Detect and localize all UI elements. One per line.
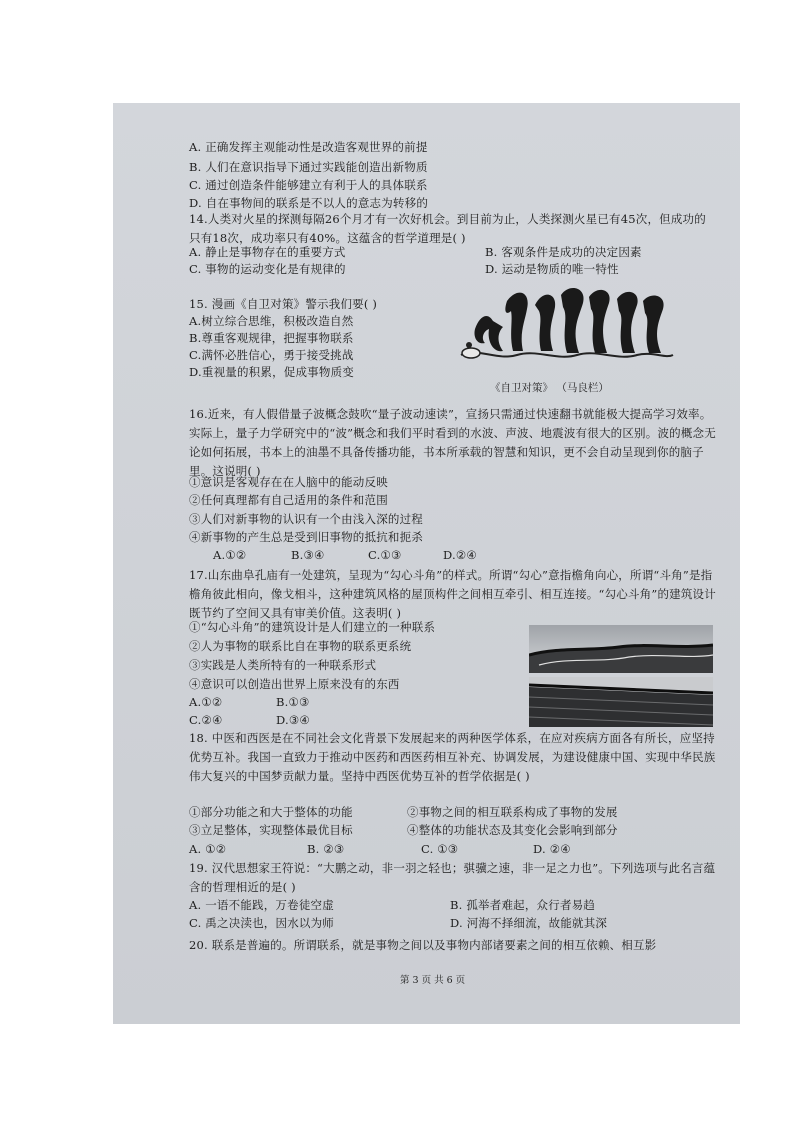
q18-option-b: B. ②③ xyxy=(307,842,345,856)
q19-option-c: C. 禹之决渎也，因水以为师 xyxy=(189,916,334,930)
q19-option-b: B. 孤举者难起，众行者易趋 xyxy=(450,898,596,912)
q16-option-d: D.②④ xyxy=(443,548,477,562)
q18-stem: 18. 中医和西医是在不同社会文化背景下发展起来的两种医学体系，在应对疾病方面各有所长，应坚持优势互补。我国一直致力于推动中医药和西医药相互补充、协调发展，为建设健康中国、实现中华民族伟大复兴的中国梦贡献力量。坚持中西医优势互补的哲学依据是( ) xyxy=(189,731,716,783)
q13-option-c: C. 通过创造条件能够建立有利于人的具体联系 xyxy=(189,178,428,192)
q14-option-a: A. 静止是事物存在的重要方式 xyxy=(189,245,346,259)
q14-option-b: B. 客观条件是成功的决定因素 xyxy=(485,245,642,259)
q14-option-c: C. 事物的运动变化是有规律的 xyxy=(189,262,346,276)
q17-option-b: B.①③ xyxy=(276,695,310,709)
q15-option-c: C.满怀必胜信心，勇于接受挑战 xyxy=(189,348,354,362)
q13-option-b: B. 人们在意识指导下通过实践能创造出新物质 xyxy=(189,160,428,174)
cartoon-caption: 《自卫对策》 （马良栏） xyxy=(490,382,609,394)
q17-item-4: ④意识可以创造出世界上原来没有的东西 xyxy=(189,677,400,691)
q14-stem: 14.人类对火星的探测每隔26个月才有一次好机会。到目前为止，人类探测火星已有45次，但成功的只有18次，成功率只有40%。这蕴含的哲学道理是( ) xyxy=(189,212,706,245)
q16-item-4: ④新事物的产生总是受到旧事物的抵抗和扼杀 xyxy=(189,530,423,544)
q17-item-2: ②人为事物的联系比自在事物的联系更系统 xyxy=(189,639,412,653)
q18-item-4: ④整体的功能状态及其变化会影响到部分 xyxy=(407,823,618,837)
q15-option-b: B.尊重客观规律，把握事物联系 xyxy=(189,331,354,345)
q16-item-2: ②任何真理都有自己适用的条件和范围 xyxy=(189,493,388,507)
q18-item-1: ①部分功能之和大于整体的功能 xyxy=(189,805,353,819)
q18-item-2: ②事物之间的相互联系构成了事物的发展 xyxy=(407,805,618,819)
q13-option-a: A. 正确发挥主观能动性是改造客观世界的前提 xyxy=(189,140,428,154)
q18-option-c: C. ①③ xyxy=(421,842,459,856)
q17-option-a: A.①② xyxy=(189,695,223,709)
q18-item-3: ③立足整体，实现整体最优目标 xyxy=(189,823,353,837)
q16-stem: 16.近来，有人假借量子波概念鼓吹“量子波动速读”，宣扬只需通过快速翻书就能极大提高学习效率。实际上，量子力学研究中的“波”概念和我们平时看到的水波、声波、地震波有很大的区别。波的概念无论如何拓展，书本上的油墨不具备传播功能，书本所承载的智慧和知识，更不会自动呈现到你的脑子里。这说明( ) xyxy=(189,407,716,478)
exam-page xyxy=(113,103,740,1024)
q16-option-c: C.①③ xyxy=(368,548,402,562)
q18-option-d: D. ②④ xyxy=(533,842,571,856)
q17-option-c: C.②④ xyxy=(189,713,223,727)
q15-option-a: A.树立综合思维，积极改造自然 xyxy=(189,314,354,328)
q19-option-a: A. 一语不能践，万卷徒空虚 xyxy=(189,898,334,912)
q17-stem: 17.山东曲阜孔庙有一处建筑，呈现为“勾心斗角”的样式。所谓“勾心”意指檐角向心，所谓“斗角”是指檐角彼此相向，像戈相斗，这种建筑风格的屋顶构件之间相互牵引、相互连接。“勾心斗角”的建筑设计既节约了空间又具有审美价值。这表明( ) xyxy=(189,568,716,620)
temple-roof-photo xyxy=(529,625,713,727)
q16-option-a: A.①② xyxy=(213,548,247,562)
q17-option-d: D.③④ xyxy=(276,713,310,727)
q13-option-d: D. 自在事物间的联系是不以人的意志为转移的 xyxy=(189,196,429,210)
q16-item-3: ③人们对新事物的认识有一个由浅入深的过程 xyxy=(189,512,423,526)
q17-item-3: ③实践是人类所特有的一种联系形式 xyxy=(189,658,377,672)
q15-stem: 15. 漫画《自卫对策》警示我们要( ) xyxy=(189,297,378,311)
q18-option-a: A. ①② xyxy=(189,842,227,856)
page-number: 第 3 页 共 6 页 xyxy=(400,975,466,986)
q14-option-d: D. 运动是物质的唯一特性 xyxy=(485,262,619,276)
q19-option-d: D. 河海不择细流，故能就其深 xyxy=(450,916,608,930)
q20-stem: 20. 联系是普遍的。所谓联系，就是事物之间以及事物内部诸要素之间的相互依赖、相互影 xyxy=(189,938,657,952)
q16-item-1: ①意识是客观存在在人脑中的能动反映 xyxy=(189,475,388,489)
q17-item-1: ①“勾心斗角”的建筑设计是人们建立的一种联系 xyxy=(189,620,436,634)
cartoon-self-defense-image xyxy=(457,281,675,369)
q16-option-b: B.③④ xyxy=(291,548,325,562)
q15-option-d: D.重视量的积累，促成事物质变 xyxy=(189,365,354,379)
q19-stem: 19. 汉代思想家王符说：“大鹏之动，非一羽之轻也；骐骥之速，非一足之力也”。下列选项与此名言蕴含的哲理相近的是( ) xyxy=(189,861,716,894)
